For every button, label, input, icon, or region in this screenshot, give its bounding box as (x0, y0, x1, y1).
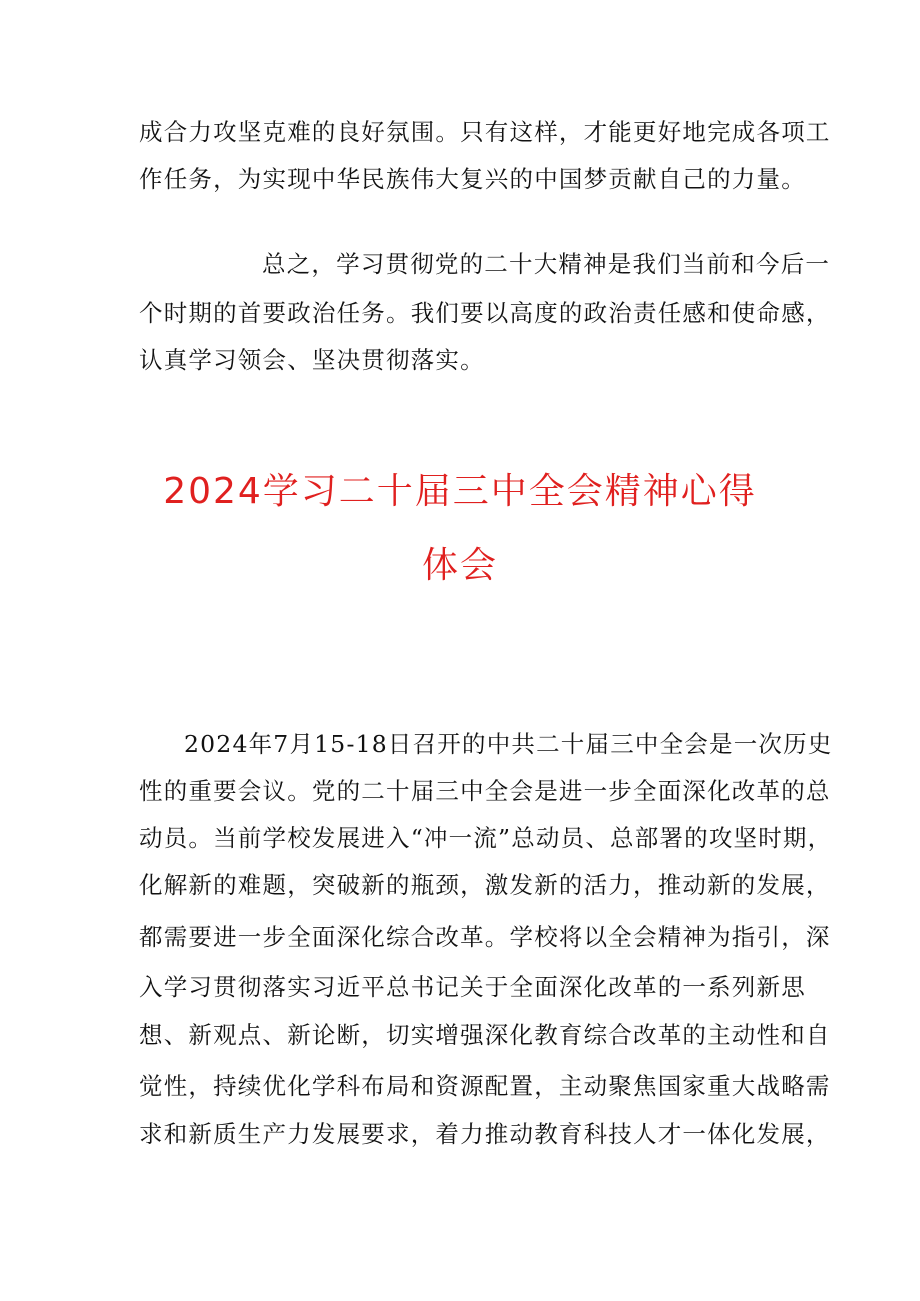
paragraph-line: 总之，学习贯彻党的二十大精神是我们当前和今后一 (262, 250, 831, 278)
paragraph-line: 2024年7月15-18日召开的中共二十届三中全会是一次历史 (184, 730, 833, 758)
paragraph-line: 个时期的首要政治任务。我们要以高度的政治责任感和使命感， (139, 299, 831, 327)
paragraph-line: 想、新观点、新论断，切实增强深化教育综合改革的主动性和自 (139, 1021, 831, 1049)
paragraph-line: 成合力攻坚克难的良好氛围。只有这样，才能更好地完成各项工 (139, 118, 831, 146)
paragraph-line: 求和新质生产力发展要求，着力推动教育科技人才一体化发展， (139, 1120, 831, 1148)
document-title-continued: 体会 (421, 545, 498, 586)
paragraph-line: 入学习贯彻落实习近平总书记关于全面深化改革的一系列新思 (139, 973, 806, 1001)
document-title: 2024学习二十届三中全会精神心得 (163, 471, 757, 512)
paragraph-line: 性的重要会议。党的二十届三中全会是进一步全面深化改革的总 (139, 777, 831, 805)
paragraph-line: 化解新的难题，突破新的瓶颈，激发新的活力，推动新的发展， (139, 871, 831, 899)
paragraph-line: 作任务，为实现中华民族伟大复兴的中国梦贡献自己的力量。 (139, 165, 806, 193)
paragraph-line: 觉性，持续优化学科布局和资源配置，主动聚焦国家重大战略需 (139, 1072, 831, 1100)
paragraph-line: 都需要进一步全面深化综合改革。学校将以全会精神为指引，深 (139, 923, 831, 951)
paragraph-line: 动员。当前学校发展进入“冲一流”总动员、总部署的攻坚时期， (139, 824, 833, 852)
paragraph-line: 认真学习领会、坚决贯彻落实。 (139, 346, 485, 374)
